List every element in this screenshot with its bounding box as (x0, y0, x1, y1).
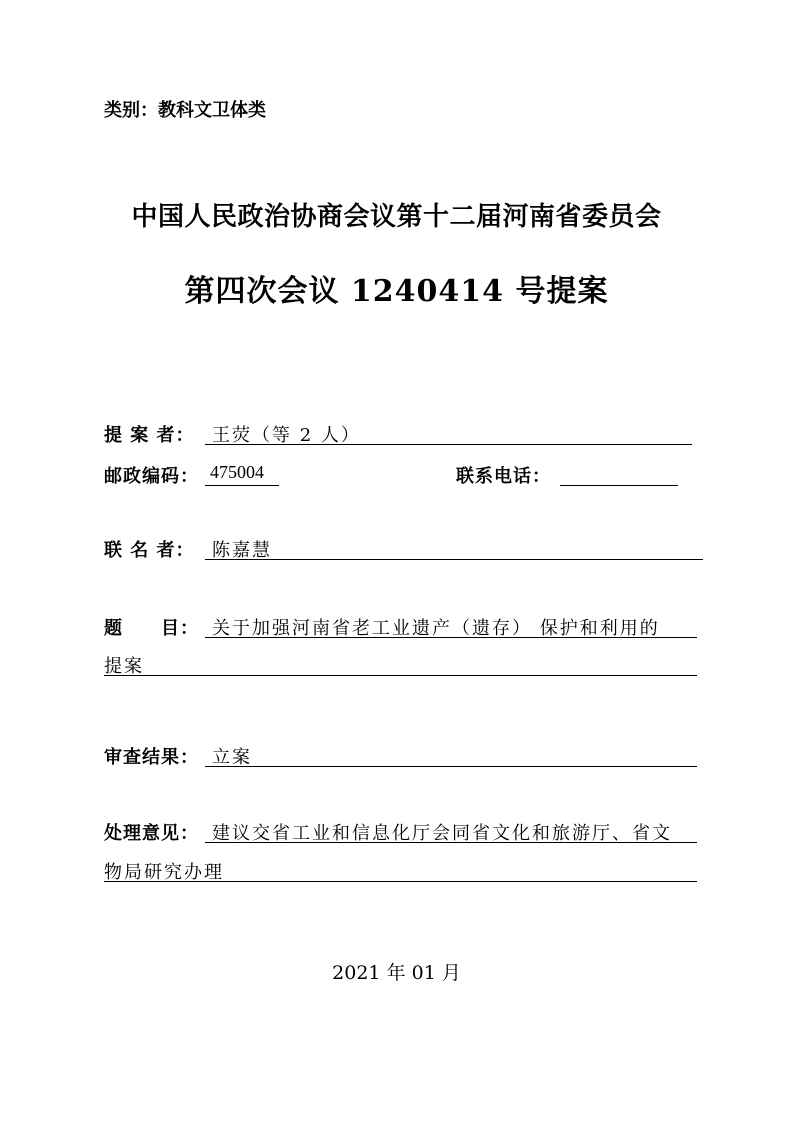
title-line-2: 第四次会议 1240414 号提案 (184, 274, 609, 309)
review-value: 立案 (212, 747, 252, 768)
proposer-label: 提 案 者： (104, 425, 195, 446)
postcode-underline (205, 485, 279, 486)
review-label: 审查结果： (104, 747, 199, 768)
subject-value-line-1: 关于加强河南省老工业遗产（遗存） 保护和利用的 (212, 618, 660, 639)
cosigner-value: 陈嘉慧 (212, 540, 272, 561)
proposer-underline (205, 444, 692, 445)
handling-underline-2 (104, 881, 697, 882)
postcode-label: 邮政编码： (104, 466, 199, 487)
phone-underline (560, 485, 678, 486)
proposer-value: 王荧（等 2 人） (212, 425, 361, 446)
handling-value-line-2: 物局研究办理 (104, 862, 224, 883)
review-underline (205, 766, 697, 767)
cosigner-label: 联 名 者： (104, 540, 195, 561)
postcode-value: 475004 (210, 462, 264, 482)
category-label: 类别：教科文卫体类 (104, 100, 266, 121)
phone-label: 联系电话： (456, 466, 551, 487)
subject-underline-2 (104, 675, 697, 676)
document-date: 2021 年 01 月 (332, 962, 461, 984)
handling-underline-1 (205, 842, 697, 843)
subject-value-line-2: 提案 (104, 656, 144, 677)
handling-value-line-1: 建议交省工业和信息化厅会同省文化和旅游厅、省文 (212, 823, 672, 844)
subject-underline-1 (205, 637, 697, 638)
handling-label: 处理意见： (104, 823, 199, 844)
subject-label: 题 目： (104, 618, 199, 639)
title-line-1: 中国人民政治协商会议第十二届河南省委员会 (131, 202, 662, 232)
cosigner-underline (205, 559, 703, 560)
